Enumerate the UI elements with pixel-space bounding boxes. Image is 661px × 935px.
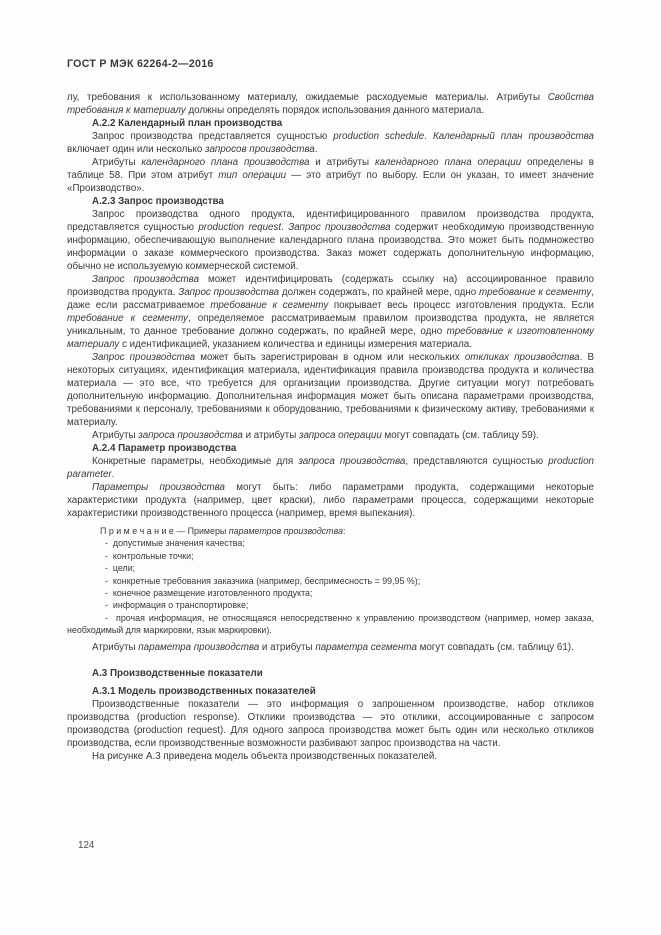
text-run: :: [342, 526, 346, 536]
note-list-item: - контрольные точки;: [105, 550, 194, 561]
text-run: . В некоторых ситуациях, идентификация материала, идентификация правила производства продукта и количества материала — это все, что требуется для организации производства. Другие ситуации могут потребовать дополнительную информацию. Дополнительная информация может быть описана параметрами производства, требованиями к персоналу, требованиями к оборудованию, требованиями к физическому активу, требованиями к материалу.: [67, 352, 594, 428]
text-run: должны определять порядок использования данного материала.: [185, 105, 485, 116]
paragraph: [67, 208, 594, 273]
italic-text-run: Запрос производства: [92, 274, 200, 285]
italic-text-run: откликах производства: [464, 352, 580, 363]
text-run: могут совпадать (см. таблицу 59).: [381, 430, 539, 441]
text-run: Конкретные параметры, необходимые для: [92, 456, 299, 467]
text-run: определены в таблице 58. При этом атрибут: [67, 157, 594, 181]
text-run: может быть зарегистрирован в одном или нескольких: [195, 352, 465, 363]
section-heading: А.2.2 Календарный план производства: [92, 118, 283, 129]
paragraph: [67, 156, 594, 195]
text-run: могут быть: либо параметрами продукта, содержащими некоторые характеристики продукта (например, цвет краски), либо параметрами процесса, содержащими некоторые характеристики производственного процесса (например, время выпекания).: [67, 482, 594, 519]
italic-text-run: параметров производства: [228, 526, 343, 536]
text-run: — это атрибут по выбору. Если он указан, то имеет значение «Производство».: [67, 170, 594, 194]
text-run: .: [111, 469, 115, 480]
text-run: На рисунке А.3 приведена модель объекта производственных показателей.: [92, 750, 438, 762]
italic-text-run: запросов производства: [205, 144, 315, 155]
text-run: и атрибуты: [309, 157, 375, 168]
italic-text-run: календарного плана производства: [141, 157, 310, 168]
italic-text-run: Календарный план производства: [432, 131, 594, 142]
section-heading: А.2.3 Запрос производства: [92, 196, 224, 207]
text-run: .: [314, 144, 318, 155]
italic-text-run: Параметры производства: [92, 482, 225, 493]
italic-text-run: запроса производства: [138, 430, 243, 441]
paragraph: [67, 91, 594, 117]
text-run: Запрос производства одного продукта, идентифицированного правилом производства продукта, представляется сущностью: [67, 209, 594, 233]
italic-text-run: параметра сегмента: [315, 641, 417, 653]
text-run: с идентификацией, указанием количества и единицы измерения материала.: [119, 339, 472, 350]
italic-text-run: production request: [198, 222, 282, 233]
italic-text-run: Запрос производства: [178, 287, 280, 298]
note-list-item: - допустимые значения качества;: [105, 538, 245, 549]
note-lead: [67, 525, 594, 537]
text-run: Производственные показатели — это информация о запрошенном производстве, набор откликов производства (production response). Отклики производства — это отклики, ассоциированные с запросом производства (production request). Для одного запроса производства может быть один или несколько откликов производства, если производственные возможности разбивают запрос производства на части.: [67, 698, 594, 749]
text-run: может идентифицировать (содержать ссылку на) ассоциированное правило производства продукта.: [67, 274, 594, 298]
italic-text-run: Запрос производства: [92, 352, 196, 363]
section-heading: А.3 Производственные показатели: [92, 667, 263, 679]
note-block: [67, 525, 594, 637]
text-run: , представляются сущностью: [405, 456, 549, 467]
text-run: включает один или несколько: [67, 144, 206, 155]
text-run: и атрибуты: [259, 641, 316, 653]
italic-text-run: production parameter: [67, 456, 594, 480]
italic-text-run: production schedule: [333, 131, 425, 142]
paragraph: [67, 750, 594, 763]
text-run: могут совпадать (см. таблицу 61).: [416, 641, 574, 653]
note-list-item: - конечное размещение изготовленного продукта;: [105, 588, 313, 599]
paragraph: [67, 698, 594, 750]
italic-text-run: параметра производства: [138, 641, 260, 653]
section-heading: А.3.1 Модель производственных показателей: [92, 685, 316, 697]
note-list-item: - информация о транспортировке;: [105, 600, 249, 611]
italic-text-run: тип операции: [218, 170, 287, 181]
text-run: Запрос производства представляется сущностью: [92, 131, 334, 142]
text-run: Атрибуты: [92, 430, 139, 441]
paragraph: [67, 130, 594, 156]
note-list-item: - конкретные требования заказчика (например, беспримесность = 99,95 %);: [105, 575, 421, 586]
text-run: .: [281, 222, 289, 233]
document-header-title: ГОСТ Р МЭК 62264-2—2016: [67, 58, 214, 70]
text-run: , даже если рассматриваемое: [67, 287, 594, 311]
italic-text-run: Запрос производства: [288, 222, 391, 233]
paragraph: [67, 273, 594, 351]
italic-text-run: требование к сегменту: [479, 287, 592, 298]
text-run: должен содержать, по крайней мере, одно: [279, 287, 480, 298]
italic-text-run: Свойства требования к материалу: [67, 92, 594, 116]
note-list-item: - цели;: [105, 563, 136, 574]
text-run: П р и м е ч а н и е — Примеры: [100, 526, 229, 536]
paragraph: [67, 641, 594, 654]
italic-text-run: запроса производства: [298, 456, 406, 467]
text-run: , определяемое рассматриваемым правилом производства продукта, не является уникальным, то данное требование должно содержать, по крайней мере, одно: [67, 313, 594, 337]
italic-text-run: требование к сегменту: [67, 313, 188, 324]
text-run: Атрибуты: [92, 641, 139, 653]
page-number: 124: [78, 840, 95, 851]
text-run: лу, требования к использованному материалу, ожидаемые расходуемые материалы. Атрибуты: [67, 92, 548, 103]
paragraph: [67, 351, 594, 429]
paragraph: [67, 429, 594, 442]
text-run: покрывает весь процесс изготовления продукта. Если: [328, 300, 594, 311]
text-run: Атрибуты: [92, 157, 142, 168]
paragraph: [67, 481, 594, 520]
section-heading: А.2.4 Параметр производства: [92, 443, 237, 454]
paragraph: [67, 455, 594, 481]
document-body: [67, 91, 594, 763]
italic-text-run: требование к сегменту: [210, 300, 329, 311]
italic-text-run: запроса операции: [299, 430, 382, 441]
note-list-item: - прочая информация, не относящаяся непосредственно к управлению производством (например, номер заказа, необходимый для маркировки, язык маркировки).: [67, 612, 594, 636]
text-run: и атрибуты: [242, 430, 299, 441]
text-run: содержит необходимую производственную информацию, обеспечивающую выполнение календарного плана производства. Это может быть подмножество информации о заказе коммерческого производства. Заказ может содержать дополнительную информацию, обычно не используемую коммерческой системой.: [67, 222, 594, 272]
text-run: .: [424, 131, 433, 142]
italic-text-run: требование к изготовленному материалу: [67, 326, 594, 350]
italic-text-run: календарного плана операции: [374, 157, 522, 168]
